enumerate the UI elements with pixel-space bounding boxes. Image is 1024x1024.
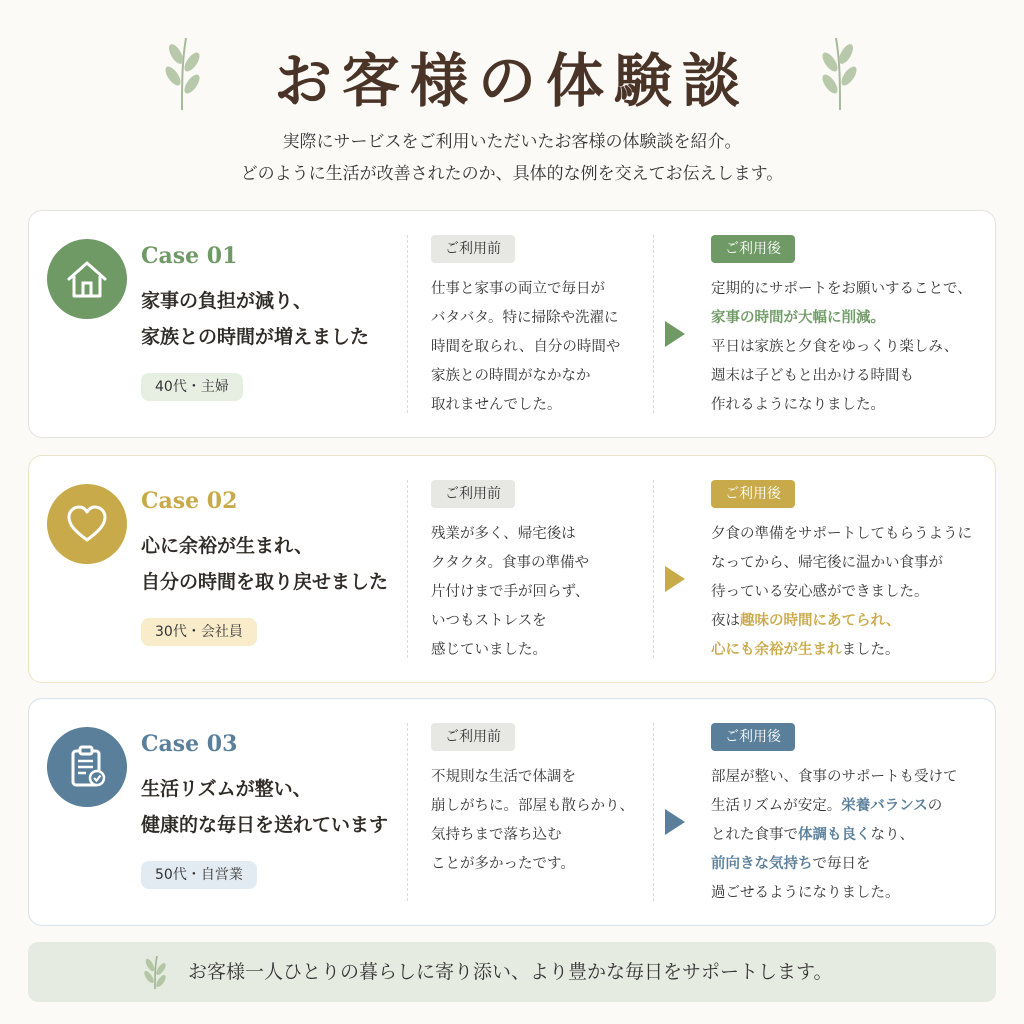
- house-icon: [63, 255, 111, 303]
- customer-tag: 40代・主婦: [141, 373, 243, 401]
- after-badge: ご利用後: [711, 723, 795, 751]
- case-title-line: 自分の時間を取り戻せました: [141, 571, 389, 593]
- description-line: [711, 636, 991, 665]
- highlight-text: 心にも余裕が生まれ: [711, 642, 842, 658]
- footer-text: お客様一人ひとりの暮らしに寄り添い、より豊かな毎日をサポートします。: [188, 961, 833, 983]
- footer-banner: [28, 942, 996, 1002]
- before-badge: ご利用前: [431, 235, 515, 263]
- description-line: 家族との時間がなかなか: [431, 368, 591, 384]
- case-label: Case 01: [141, 243, 238, 269]
- description-line: [711, 879, 991, 908]
- divider: [407, 480, 408, 658]
- divider: [653, 235, 654, 413]
- heart-icon: [63, 500, 111, 548]
- description-text: 作れるようになりました。: [711, 397, 885, 413]
- after-badge: ご利用後: [711, 235, 795, 263]
- intro-line: 実際にサービスをご利用いただいたお客様の体験談を紹介。: [282, 132, 742, 152]
- customer-tag: 50代・自営業: [141, 861, 257, 889]
- description-text: 週末は子どもと出かける時間も: [711, 368, 914, 384]
- house-icon-circle: [47, 239, 127, 319]
- description-line: [711, 850, 991, 879]
- description-line: [711, 607, 991, 636]
- description-line: [711, 792, 991, 821]
- divider: [653, 480, 654, 658]
- arrow-right-icon: [665, 321, 685, 347]
- description-text: 生活リズムが安定。: [711, 798, 842, 814]
- case-title-line: 家事の負担が減り、: [141, 290, 313, 312]
- description-text: とれた食事で: [711, 827, 798, 843]
- description-line: [711, 362, 991, 391]
- description-text: で毎日を: [812, 856, 871, 872]
- description-line: ことが多かったです。: [431, 856, 575, 872]
- description-text: の: [927, 798, 943, 814]
- description-line: 崩しがちに。部屋も散らかり、: [431, 798, 634, 814]
- description-line: 取れませんでした。: [431, 397, 562, 413]
- highlight-text: 栄養バランス: [841, 798, 928, 814]
- case-label: Case 03: [141, 731, 238, 757]
- description-line: 片付けまで手が回らず、: [431, 584, 590, 600]
- highlight-text: 家事の時間が大幅に削減。: [711, 310, 885, 326]
- after-description: [711, 763, 991, 908]
- description-line: [711, 391, 991, 420]
- description-text: 部屋が整い、食事のサポートも受けて: [711, 769, 958, 785]
- description-line: [711, 821, 991, 850]
- before-description: [431, 520, 646, 665]
- case-title: [141, 771, 411, 843]
- sprig-icon: [140, 954, 170, 990]
- description-text: 平日は家族と夕食をゆっくり楽しみ、: [711, 339, 959, 355]
- page-title: お客様の体験談: [273, 47, 750, 115]
- description-line: [711, 549, 991, 578]
- case-title-line: 健康的な毎日を送れています: [141, 814, 389, 836]
- clipboard-check-icon: [63, 743, 111, 791]
- description-line: バタバタ。特に掃除や洗濯に: [431, 310, 619, 326]
- highlight-text: 趣味の時間にあてられ、: [740, 613, 901, 629]
- before-description: [431, 763, 646, 879]
- clipboard-check-icon-circle: [47, 727, 127, 807]
- description-text: 夕食の準備をサポートしてもらうように: [711, 526, 972, 542]
- description-text: 待っている安心感ができました。: [711, 584, 929, 600]
- case-card: [28, 210, 996, 438]
- description-line: 感じていました。: [431, 642, 547, 658]
- divider: [407, 235, 408, 413]
- case-card: [28, 455, 996, 683]
- divider: [407, 723, 408, 901]
- intro-line: どのように生活が改善されたのか、具体的な例を交えてお伝えします。: [240, 164, 784, 184]
- description-line: 時間を取られ、自分の時間や: [431, 339, 621, 355]
- before-badge: ご利用前: [431, 480, 515, 508]
- description-text: 夜は: [711, 613, 740, 629]
- description-line: [711, 520, 991, 549]
- description-text: ました。: [841, 642, 900, 658]
- case-title: [141, 283, 411, 355]
- highlight-text: 体調も良く: [798, 827, 871, 843]
- description-text: 定期的にサポートをお願いすることで、: [711, 281, 972, 297]
- description-line: [711, 304, 991, 333]
- after-description: [711, 275, 991, 420]
- case-title-line: 家族との時間が増えました: [141, 326, 370, 348]
- heart-icon-circle: [47, 484, 127, 564]
- description-line: クタクタ。食事の準備や: [431, 555, 590, 571]
- description-line: 不規則な生活で体調を: [431, 769, 576, 785]
- after-description: [711, 520, 991, 665]
- before-badge: ご利用前: [431, 723, 515, 751]
- description-line: 仕事と家事の両立で毎日が: [431, 281, 605, 297]
- description-text: 過ごせるようになりました。: [711, 885, 900, 901]
- arrow-right-icon: [665, 566, 685, 592]
- case-label: Case 02: [141, 488, 238, 514]
- description-line: [711, 275, 991, 304]
- description-line: [711, 763, 991, 792]
- description-line: 気持ちまで落ち込む: [431, 827, 562, 843]
- highlight-text: 前向きな気持ち: [711, 856, 813, 872]
- description-line: [711, 333, 991, 362]
- intro-text: [0, 126, 1024, 190]
- description-text: なってから、帰宅後に温かい食事が: [711, 555, 943, 571]
- divider: [653, 723, 654, 901]
- arrow-right-icon: [665, 809, 685, 835]
- after-badge: ご利用後: [711, 480, 795, 508]
- case-title-line: 心に余裕が生まれ、: [141, 535, 314, 557]
- case-card: [28, 698, 996, 926]
- description-text: なり、: [870, 827, 914, 843]
- before-description: [431, 275, 646, 420]
- description-line: [711, 578, 991, 607]
- case-title: [141, 528, 411, 600]
- description-line: 残業が多く、帰宅後は: [431, 526, 576, 542]
- description-line: いつもストレスを: [431, 613, 547, 629]
- case-title-line: 生活リズムが整い、: [141, 778, 312, 800]
- customer-tag: 30代・会社員: [141, 618, 257, 646]
